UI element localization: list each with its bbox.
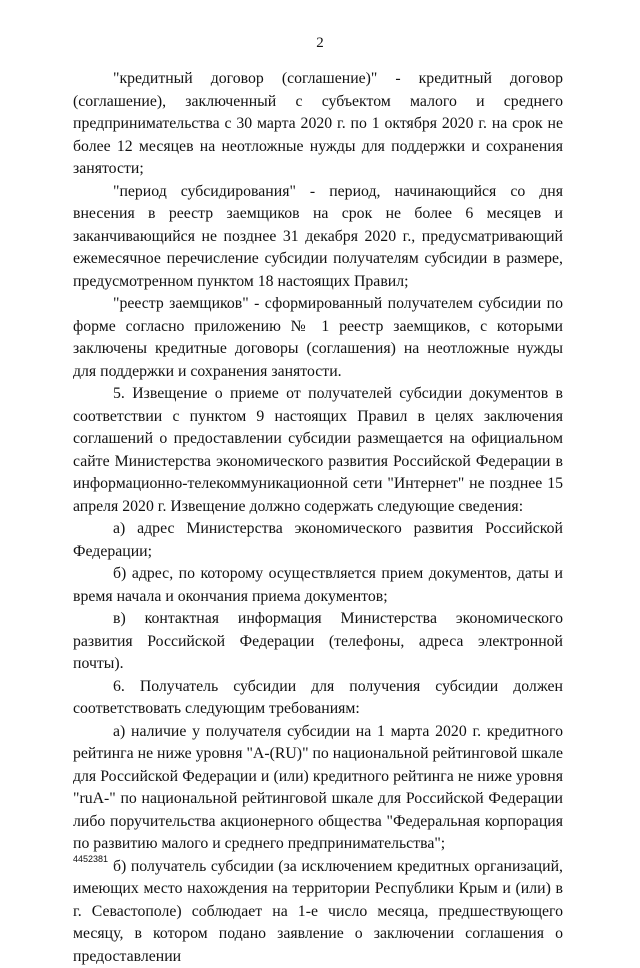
paragraph-clause-5a: а) адрес Министерства экономического развития Российской Федерации; [73, 518, 563, 563]
paragraph-credit-agreement-definition: "кредитный договор (соглашение)" - кредитный договор (соглашение), заключенный с субъектом малого и среднего предпринимательства с 30 марта 2020 г. по 1 октября 2020 г. на срок не более 12 месяцев на неотложные нужды для поддержки и сохранения занятости; [73, 68, 563, 181]
paragraph-subsidy-period-definition: "период субсидирования" - период, начинающийся со дня внесения в реестр заемщиков на срок не более 6 месяцев и заканчивающийся не позднее 31 декабря 2020 г., предусматривающий ежемесячное перечисление субсидии получателям субсидии в размере, предусмотренном пунктом 18 настоящих Правил; [73, 181, 563, 294]
page-number: 2 [0, 34, 640, 52]
document-code: 4452381 [73, 854, 108, 865]
paragraph-clause-5b: б) адрес, по которому осуществляется прием документов, даты и время начала и окончания приема документов; [73, 563, 563, 608]
paragraph-clause-6: 6. Получатель субсидии для получения субсидии должен соответствовать следующим требованиям: [73, 676, 563, 721]
paragraph-clause-5c: в) контактная информация Министерства экономического развития Российской Федерации (телефоны, адреса электронной почты). [73, 608, 563, 676]
document-body [73, 68, 563, 968]
paragraph-borrower-registry-definition: "реестр заемщиков" - сформированный получателем субсидии по форме согласно приложению № 1 реестр заемщиков, с которыми заключены кредитные договоры (соглашения) на неотложные нужды для поддержки и сохранения занятости. [73, 293, 563, 383]
paragraph-clause-6a: а) наличие у получателя субсидии на 1 марта 2020 г. кредитного рейтинга не ниже уровня "A-(RU)" по национальной рейтинговой шкале для Российской Федерации и (или) кредитного рейтинга не ниже уровня "ruA-" по национальной рейтинговой шкале для Российской Федерации либо поручительства акционерного общества "Федеральная корпорация по развитию малого и среднего предпринимательства"; [73, 721, 563, 856]
paragraph-clause-6b: б) получатель субсидии (за исключением кредитных организаций, имеющих место нахождения на территории Республики Крым и (или) в г. Севастополе) соблюдает на 1-е число месяца, предшествующего месяцу, в котором подано заявление о заключении соглашения о предоставлении [73, 856, 563, 968]
paragraph-clause-5: 5. Извещение о приеме от получателей субсидии документов в соответствии с пунктом 9 настоящих Правил в целях заключения соглашений о предоставлении субсидии размещается на официальном сайте Министерства экономического развития Российской Федерации в информационно-телекоммуникационной сети "Интернет" не позднее 15 апреля 2020 г. Извещение должно содержать следующие сведения: [73, 383, 563, 518]
